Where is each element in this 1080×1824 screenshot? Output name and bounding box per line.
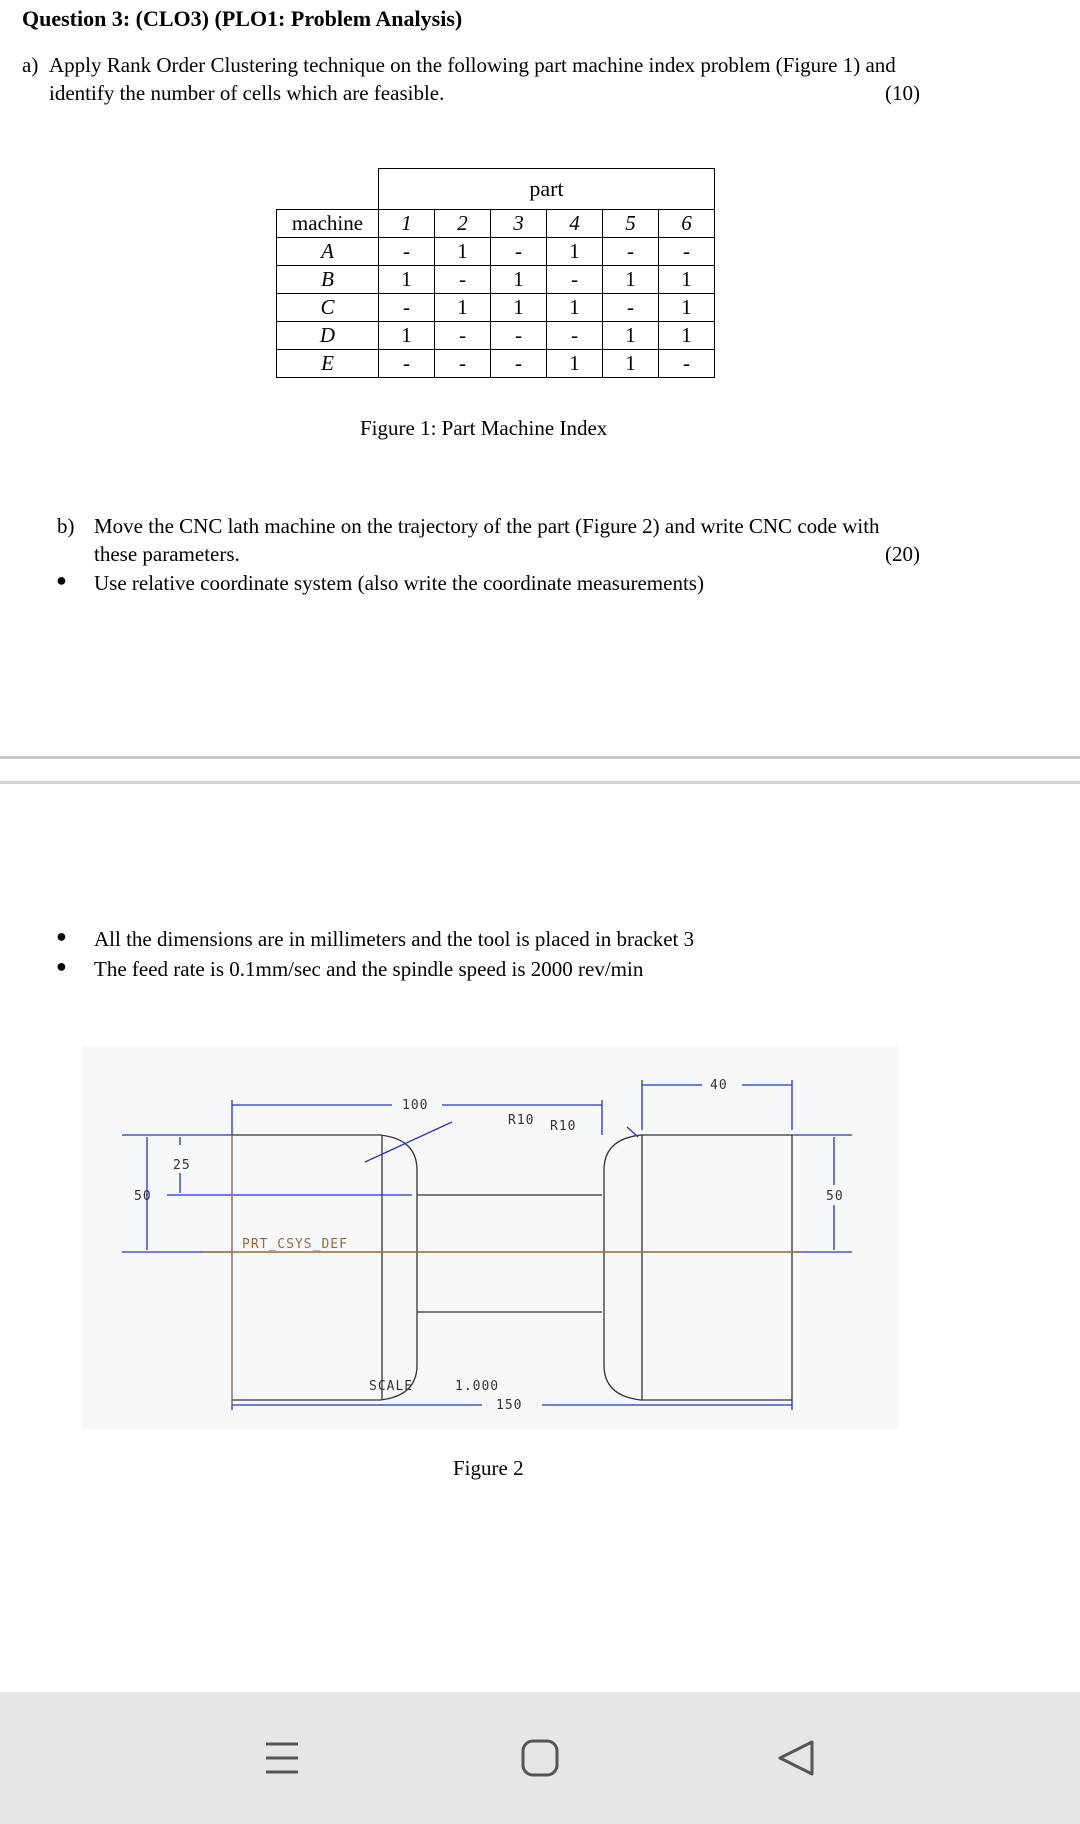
dim-50-left-label: 50 xyxy=(134,1189,152,1204)
leader-r10-left xyxy=(365,1122,452,1162)
bullet-dimensions: All the dimensions are in millimeters and the tool is placed in bracket 3 xyxy=(94,927,695,951)
table-cell: - xyxy=(379,294,435,322)
back-icon[interactable] xyxy=(776,1738,816,1778)
page-divider xyxy=(0,781,1080,784)
table-cell: 1 xyxy=(435,294,491,322)
table-cell: 1 xyxy=(659,266,715,294)
part-b-line2: these parameters. xyxy=(94,542,240,566)
dim-50-right-label: 50 xyxy=(826,1189,844,1204)
recents-icon[interactable] xyxy=(262,1740,302,1780)
table-row xyxy=(277,238,715,266)
table-cell: 1 xyxy=(379,266,435,294)
table-cell: - xyxy=(603,238,659,266)
part-number: 2 xyxy=(435,210,491,238)
dim-25-label: 25 xyxy=(173,1158,191,1173)
dim-40-label: 40 xyxy=(710,1078,728,1093)
table-cell: 1 xyxy=(603,322,659,350)
machine-name: C xyxy=(277,294,379,322)
table-cell: - xyxy=(547,322,603,350)
table-cell: - xyxy=(491,350,547,378)
part-number: 6 xyxy=(659,210,715,238)
machine-name: A xyxy=(277,238,379,266)
table-cell: 1 xyxy=(659,322,715,350)
part-a-marks: (10) xyxy=(885,81,920,105)
navigation-bar xyxy=(0,1692,1080,1824)
bullet-dot: ● xyxy=(56,570,67,590)
left-cylinder-outline xyxy=(232,1135,417,1400)
figure2-caption: Figure 2 xyxy=(453,1456,524,1480)
table-cell: - xyxy=(491,322,547,350)
table-cell: - xyxy=(435,322,491,350)
part-number: 5 xyxy=(603,210,659,238)
part-number: 4 xyxy=(547,210,603,238)
table-cell: - xyxy=(379,238,435,266)
part-number: 1 xyxy=(379,210,435,238)
question-title: Question 3: (CLO3) (PLO1: Problem Analysis) xyxy=(22,6,463,31)
part-b-label: b) xyxy=(57,514,75,538)
table-cell: - xyxy=(435,266,491,294)
table-cell: - xyxy=(603,294,659,322)
table-row xyxy=(277,322,715,350)
home-icon[interactable] xyxy=(520,1738,560,1778)
page-divider xyxy=(0,756,1080,759)
right-cylinder-outline xyxy=(604,1135,792,1400)
table-row xyxy=(277,294,715,322)
table-cell: 1 xyxy=(659,294,715,322)
table-cell: - xyxy=(659,350,715,378)
part-number: 3 xyxy=(491,210,547,238)
table-cell: - xyxy=(491,238,547,266)
table-cell: 1 xyxy=(603,350,659,378)
bullet-relative-coordinates: Use relative coordinate system (also write the coordinate measurements) xyxy=(94,571,704,595)
table-cell: - xyxy=(547,266,603,294)
table-cell: 1 xyxy=(547,350,603,378)
dim-100-label: 100 xyxy=(402,1098,429,1113)
part-b-line1: Move the CNC lath machine on the trajectory of the part (Figure 2) and write CNC code with xyxy=(94,514,880,538)
table-cell: 1 xyxy=(547,294,603,322)
table-cell: 1 xyxy=(435,238,491,266)
radius-label-1: R10 xyxy=(508,1113,535,1128)
part-a-label: a) xyxy=(22,53,39,77)
table-cell: - xyxy=(659,238,715,266)
leader-r10-right xyxy=(627,1127,638,1137)
table-row xyxy=(277,266,715,294)
table-cell: 1 xyxy=(491,294,547,322)
bullet-dot: ● xyxy=(56,926,67,946)
bullet-dot: ● xyxy=(56,956,67,976)
dim-150-label: 150 xyxy=(496,1398,523,1413)
table-cell: 1 xyxy=(379,322,435,350)
machine-header: machine xyxy=(277,210,379,238)
table-cell: - xyxy=(379,350,435,378)
machine-name: B xyxy=(277,266,379,294)
machine-name: D xyxy=(277,322,379,350)
machine-name: E xyxy=(277,350,379,378)
table-cell: 1 xyxy=(603,266,659,294)
table-cell: - xyxy=(435,350,491,378)
part-header: part xyxy=(379,169,715,210)
table-row xyxy=(277,350,715,378)
part-a-line1: Apply Rank Order Clustering technique on the following part machine index problem (Figure 1) and xyxy=(49,53,896,77)
csys-label: PRT_CSYS_DEF xyxy=(242,1237,348,1252)
table-corner xyxy=(277,169,379,210)
table-cell: 1 xyxy=(491,266,547,294)
part-machine-index-table xyxy=(276,168,715,378)
scale-value: 1.000 xyxy=(455,1379,500,1394)
scale-label: SCALE xyxy=(369,1379,414,1394)
figure2-drawing xyxy=(82,1045,898,1429)
radius-label-2: R10 xyxy=(550,1119,577,1134)
part-b-marks: (20) xyxy=(885,542,920,566)
bullet-feed-rate: The feed rate is 0.1mm/sec and the spindle speed is 2000 rev/min xyxy=(94,957,644,981)
table-cell: 1 xyxy=(547,238,603,266)
figure1-caption: Figure 1: Part Machine Index xyxy=(360,416,608,440)
part-a-line2: identify the number of cells which are feasible. xyxy=(49,81,445,105)
